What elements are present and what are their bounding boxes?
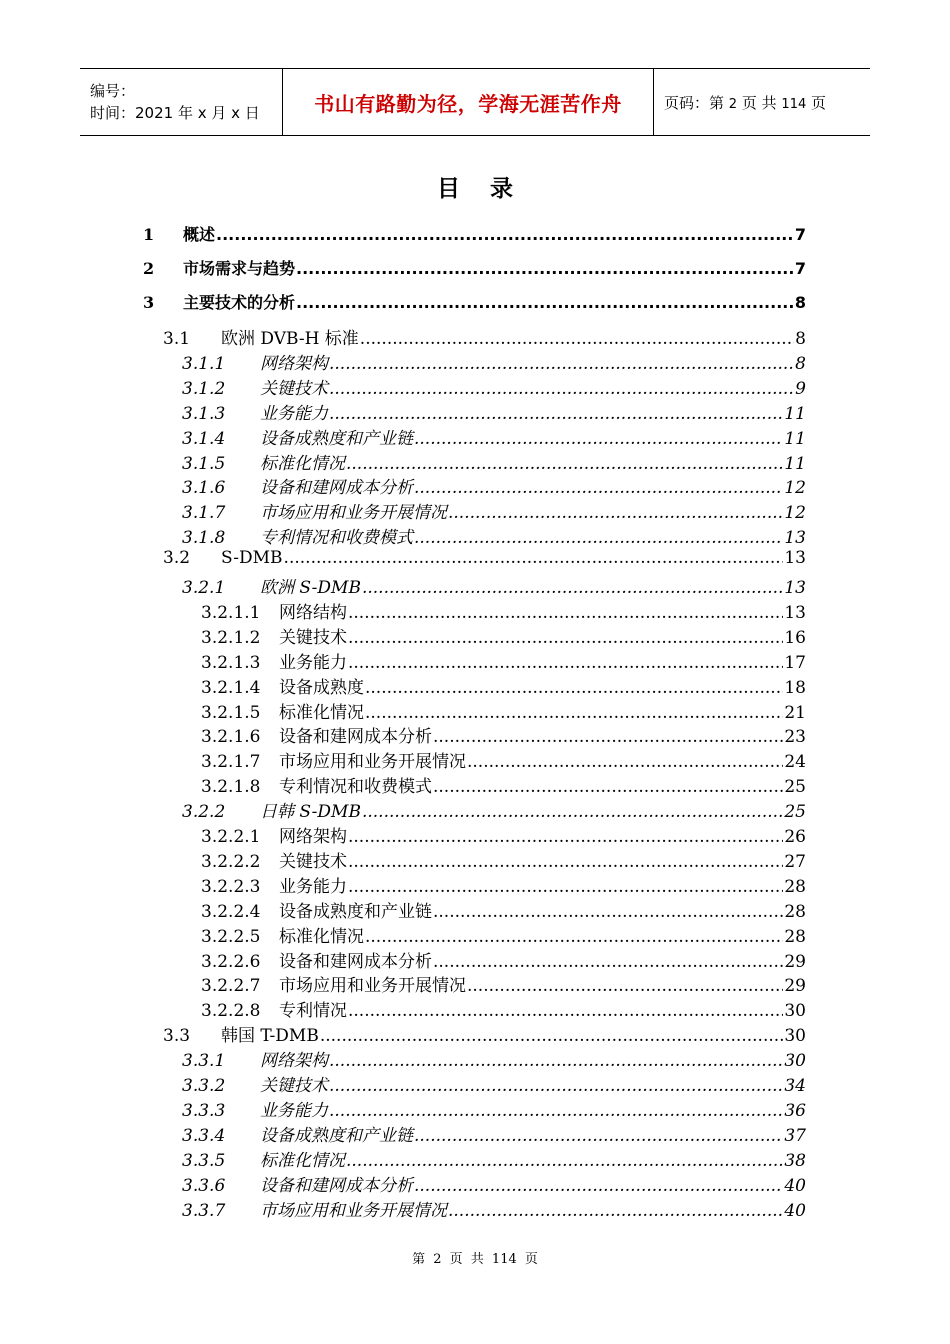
dot-leader [216, 225, 794, 244]
toc-entry-number: 3.2.1.3 [201, 652, 261, 673]
total-unit: 页 [811, 93, 827, 112]
toc-entry[interactable] [201, 996, 806, 1021]
toc-entry-title: 日韩 S-DMB [260, 802, 361, 823]
toc-entry[interactable] [163, 1021, 806, 1046]
toc-entry-title: 标准化情况 [279, 702, 364, 723]
toc-entry-number: 3.2.2.2 [201, 851, 261, 872]
toc-entry[interactable] [163, 324, 806, 349]
toc-entry[interactable] [201, 623, 806, 648]
toc-entry-page: 13 [784, 578, 806, 598]
toc-entry-page: 8 [795, 329, 806, 349]
dot-leader [284, 548, 784, 568]
dot-leader [329, 354, 794, 374]
toc-entry-number: 1 [143, 225, 155, 244]
toc-entry-page: 13 [784, 528, 806, 549]
toc-entry-number: 3.1.5 [182, 453, 226, 474]
time-label: 时间：2021 年 x 月 x 日 [90, 104, 260, 122]
toc-entry-title: 设备和建网成本分析 [279, 951, 432, 972]
page-header [80, 68, 870, 136]
toc-entry-page: 40 [784, 1200, 806, 1221]
header-meta [80, 69, 282, 135]
toc-entry-title: 设备和建网成本分析 [260, 478, 413, 499]
toc-entry-page: 7 [794, 259, 806, 278]
toc-entry-number: 3.3.6 [182, 1175, 226, 1196]
dot-leader [433, 952, 783, 972]
dot-leader [467, 976, 783, 996]
toc-entry-title: 市场应用和业务开展情况 [279, 752, 466, 773]
dot-leader [414, 429, 783, 449]
dot-leader [414, 1176, 783, 1196]
number-label: 编号： [90, 82, 136, 100]
toc-entry-page: 38 [784, 1150, 806, 1171]
toc-entry-title: 主要技术的分析 [183, 293, 296, 312]
toc-entry[interactable] [201, 872, 806, 897]
toc-entry-number: 3.2.1.5 [201, 702, 261, 723]
header-motto-cell [282, 69, 654, 135]
toc-entry-page: 13 [784, 548, 806, 569]
toc-entry-title: 欧洲 S-DMB [260, 578, 361, 598]
toc-entry-title: 业务能力 [279, 652, 347, 673]
toc-entry-page: 27 [784, 851, 806, 872]
toc-entry-title: 标准化情况 [260, 453, 345, 474]
toc-entry[interactable] [182, 449, 806, 474]
toc-entry-page: 11 [784, 453, 806, 474]
dot-leader [348, 603, 783, 623]
toc-entry-number: 3.3.7 [182, 1200, 226, 1221]
toc-entry[interactable] [201, 673, 806, 698]
toc-entry-number: 3.3.1 [182, 1051, 226, 1072]
toc-entry-title: 业务能力 [260, 403, 328, 424]
toc-entry[interactable] [201, 698, 806, 723]
toc-entry-number: 3.2 [163, 548, 191, 569]
toc-entry[interactable] [201, 971, 806, 996]
dot-leader [348, 827, 783, 847]
toc-entry-title: 标准化情况 [260, 1150, 345, 1171]
toc-entry-number: 3.1.7 [182, 503, 226, 524]
page-number: 2 [728, 96, 738, 112]
toc-entry-page: 7 [794, 225, 806, 244]
toc-entry[interactable] [182, 1121, 806, 1146]
dot-leader [296, 259, 794, 278]
toc-entry-title: 市场应用和业务开展情况 [260, 1200, 447, 1221]
toc-entry-number: 3.2.1 [182, 578, 226, 598]
toc-entry-number: 3.2.2.1 [201, 827, 261, 847]
toc-entry[interactable] [201, 947, 806, 972]
toc-entry-number: 3.2.2.5 [201, 926, 261, 947]
toc-entry-title: 设备和建网成本分析 [279, 727, 432, 748]
toc-entry[interactable] [182, 374, 806, 399]
dot-leader [414, 478, 783, 498]
toc-entry-title: 概述 [183, 225, 216, 244]
toc-entry-page: 25 [784, 802, 806, 823]
dot-leader [348, 877, 783, 897]
toc-entry-title: 网络结构 [279, 602, 347, 623]
toc-entry[interactable] [182, 424, 806, 449]
toc-entry-number: 3.1 [163, 329, 191, 349]
total-pages: 114 [781, 96, 807, 112]
toc-entry-number: 3.2.2.6 [201, 951, 261, 972]
dot-leader [329, 1076, 783, 1096]
toc-entry-page: 34 [784, 1076, 806, 1096]
toc-entry[interactable] [182, 1171, 806, 1196]
toc-entry-number: 3.2.1.7 [201, 752, 261, 773]
page-label: 页码：第 [664, 93, 725, 112]
dot-leader [414, 528, 783, 548]
toc-entry-number: 3 [143, 293, 155, 312]
toc-entry-page: 17 [784, 652, 806, 673]
toc-entry-number: 3.1.1 [182, 353, 226, 374]
toc-entry-page: 8 [795, 353, 806, 374]
toc-entry-number: 3.2.2 [182, 802, 226, 823]
dot-leader [348, 852, 783, 872]
toc-entry-number: 3.2.1.6 [201, 727, 261, 748]
toc-entry-title: 业务能力 [260, 1100, 328, 1121]
dot-leader [433, 902, 783, 922]
toc-entry-title: 关键技术 [260, 1076, 328, 1096]
dot-leader [360, 329, 794, 349]
toc-entry-page: 11 [784, 428, 806, 449]
toc-entry[interactable] [201, 847, 806, 872]
toc-entry-title: 网络架构 [260, 1051, 328, 1072]
toc-entry-page: 16 [784, 627, 806, 648]
toc-entry-title: 专利情况和收费模式 [279, 777, 432, 798]
toc-entry-title: 设备成熟度和产业链 [260, 1125, 413, 1146]
dot-leader [448, 1201, 783, 1221]
toc-entry-page: 24 [784, 752, 806, 773]
dot-leader [365, 927, 783, 947]
toc-entry-title: 关键技术 [279, 627, 347, 648]
dot-leader [467, 752, 783, 772]
dot-leader [448, 503, 783, 523]
toc-entry[interactable] [182, 349, 806, 374]
motto-text: 书山有路勤为径，学海无涯苦作舟 [314, 91, 622, 116]
toc-entry-number: 3.2.2.4 [201, 901, 261, 922]
toc-entry-title: 关键技术 [260, 378, 328, 399]
toc-entry[interactable] [182, 473, 806, 498]
toc-entry[interactable] [182, 797, 806, 822]
dot-leader [365, 678, 783, 698]
toc-entry-title: 韩国 T-DMB [221, 1026, 319, 1047]
toc-entry-page: 29 [784, 976, 806, 997]
toc-entry-title: 设备和建网成本分析 [260, 1175, 413, 1196]
toc-entry-page: 12 [784, 478, 806, 499]
dot-leader [362, 578, 783, 598]
toc-entry[interactable] [182, 498, 806, 523]
toc-entry-page: 37 [784, 1125, 806, 1146]
page-footer: 第 2 页 共 114 页 [412, 1252, 538, 1267]
toc-entry[interactable] [143, 256, 806, 279]
toc-entry[interactable] [163, 548, 806, 568]
toc-entry-title: 关键技术 [279, 851, 347, 872]
toc-entry[interactable] [201, 772, 806, 797]
toc-entry-title: 设备成熟度 [279, 677, 364, 698]
toc-entry[interactable] [143, 290, 806, 313]
dot-leader [346, 454, 783, 474]
toc-entry-title: S-DMB [221, 548, 283, 569]
toc-entry-title: 标准化情况 [279, 926, 364, 947]
toc-entry[interactable] [182, 1071, 806, 1096]
header-page-info [654, 69, 870, 135]
toc-entry-number: 3.1.8 [182, 528, 226, 549]
toc-entry[interactable] [201, 648, 806, 673]
toc-entry-page: 28 [784, 876, 806, 897]
toc-entry[interactable] [182, 573, 806, 598]
dot-leader [348, 628, 783, 648]
toc-entry-page: 28 [784, 926, 806, 947]
toc-entry-number: 3.3.3 [182, 1100, 226, 1121]
toc-entry[interactable] [201, 822, 806, 847]
dot-leader [433, 727, 783, 747]
dot-leader [414, 1126, 783, 1146]
toc-entry-title: 设备成熟度和产业链 [260, 428, 413, 449]
dot-leader [329, 1051, 783, 1071]
toc-entry[interactable] [182, 1046, 806, 1071]
toc-entry-number: 3.1.2 [182, 378, 226, 399]
toc-entry-title: 专利情况 [279, 1001, 347, 1022]
toc-entry-title: 专利情况和收费模式 [260, 528, 413, 549]
toc-entry[interactable] [201, 598, 806, 623]
toc-entry[interactable] [182, 523, 806, 548]
toc-entry-title: 设备成熟度和产业链 [279, 901, 432, 922]
dot-leader [433, 777, 783, 797]
toc-entry-title: 网络架构 [260, 353, 328, 374]
dot-leader [320, 1026, 784, 1046]
toc-entry-number: 3.1.6 [182, 478, 226, 499]
toc-entry-page: 26 [784, 827, 806, 847]
toc-entry-number: 3.2.2.7 [201, 976, 261, 997]
toc-entry[interactable] [182, 1146, 806, 1171]
toc-entry-page: 12 [784, 503, 806, 524]
toc-entry-page: 9 [795, 378, 806, 399]
toc-entry-number: 3.3 [163, 1026, 191, 1047]
toc-entry-number: 3.1.4 [182, 428, 226, 449]
page-unit: 页 共 [741, 93, 777, 112]
toc-entry[interactable] [201, 897, 806, 922]
toc-entry-number: 3.1.3 [182, 403, 226, 424]
toc-entry[interactable] [143, 222, 806, 245]
toc-entry-title: 市场需求与趋势 [183, 259, 296, 278]
dot-leader [329, 404, 783, 424]
toc-entry-number: 3.2.1.8 [201, 777, 261, 798]
dot-leader [346, 1151, 783, 1171]
toc-entry-number: 3.2.2.3 [201, 876, 261, 897]
toc-entry-title: 市场应用和业务开展情况 [279, 976, 466, 997]
dot-leader [362, 802, 783, 822]
toc-entry[interactable] [182, 1096, 806, 1121]
dot-leader [296, 293, 794, 312]
toc-entry[interactable] [182, 1196, 806, 1221]
toc-entry-page: 21 [784, 702, 806, 723]
toc-entry-page: 29 [784, 951, 806, 972]
toc-entry[interactable] [182, 399, 806, 424]
toc-entry-number: 3.2.1.1 [201, 602, 261, 623]
toc-entry[interactable] [201, 747, 806, 772]
toc-entry-page: 30 [784, 1026, 806, 1047]
toc-entry[interactable] [201, 722, 806, 747]
toc-entry[interactable] [201, 922, 806, 947]
toc-entry-page: 25 [784, 777, 806, 798]
toc-entry-page: 13 [784, 602, 806, 623]
dot-leader [365, 703, 783, 723]
dot-leader [348, 653, 783, 673]
toc-entry-page: 11 [784, 403, 806, 424]
toc-entry-number: 2 [143, 259, 155, 278]
toc-entry-number: 3.3.5 [182, 1150, 226, 1171]
toc-entry-title: 市场应用和业务开展情况 [260, 503, 447, 524]
toc-entry-number: 3.3.2 [182, 1076, 226, 1096]
toc-entry-number: 3.2.1.4 [201, 677, 261, 698]
toc-entry-title: 网络架构 [279, 827, 347, 847]
toc-entry-page: 18 [784, 677, 806, 698]
toc-entry-number: 3.2.2.8 [201, 1001, 261, 1022]
toc-entry-title: 业务能力 [279, 876, 347, 897]
dot-leader [348, 1001, 783, 1021]
toc-title: 目录 [437, 176, 543, 202]
toc-entry-number: 3.2.1.2 [201, 627, 261, 648]
toc-entry-page: 8 [794, 293, 806, 312]
dot-leader [329, 379, 794, 399]
toc-entry-page: 36 [784, 1100, 806, 1121]
toc-entry-page: 23 [784, 727, 806, 748]
toc-entry-page: 30 [784, 1051, 806, 1072]
toc-entry-page: 28 [784, 901, 806, 922]
dot-leader [329, 1101, 783, 1121]
toc-entry-title: 欧洲 DVB-H 标准 [221, 329, 359, 349]
toc-entry-page: 40 [784, 1175, 806, 1196]
toc-entry-page: 30 [784, 1001, 806, 1022]
toc-entry-number: 3.3.4 [182, 1125, 226, 1146]
